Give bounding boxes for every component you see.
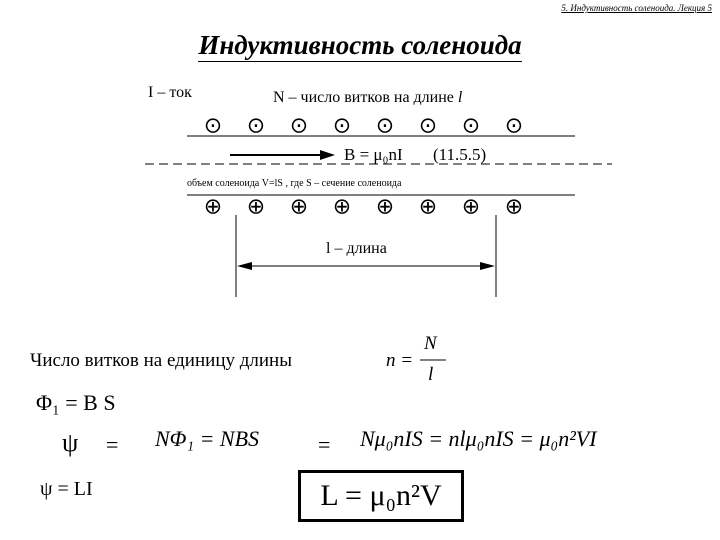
wire-in-icon: ⊕ — [418, 194, 438, 220]
n-denominator: l — [428, 364, 434, 385]
wire-in-icon: ⊕ — [375, 194, 395, 220]
wire-in-icon: ⊕ — [289, 194, 309, 220]
wire-out-icon: ⊙ — [246, 113, 266, 139]
psi-eq-sign-1: = — [106, 432, 119, 457]
field-arrow-head — [320, 150, 335, 160]
formula-number: (11.5.5) — [433, 145, 487, 164]
length-arrow-left — [237, 262, 252, 270]
wire-in-icon: ⊕ — [246, 194, 266, 220]
lecture-header: 5. Индуктивность соленоида. Лекция 5 — [561, 3, 712, 13]
wire-out-icon: ⊙ — [504, 113, 524, 139]
wires-out-of-page — [204, 114, 523, 139]
psi-middle-expression: NΦ₁ = NBS — [155, 426, 260, 451]
psi-symbol: ψ — [62, 428, 79, 457]
wire-out-icon: ⊙ — [289, 113, 309, 139]
turns-label-var: l — [457, 89, 463, 106]
field-formula: B = μ₀nI — [344, 145, 403, 164]
wire-out-icon: ⊙ — [203, 113, 223, 139]
turns-label-text: N – число витков на длине — [273, 89, 454, 106]
wire-out-icon: ⊙ — [375, 113, 395, 139]
inductance-result-box: L = μ₀n²V — [298, 470, 464, 522]
psi-right-expression: Nμ₀nIS = nlμ₀nIS = μ₀n²VI — [360, 426, 597, 451]
wires-into-page — [204, 195, 523, 220]
wire-out-icon: ⊙ — [418, 113, 438, 139]
page-title-text: Индуктивность соленоида — [198, 30, 522, 60]
psi-eq-sign-2: = — [318, 432, 331, 457]
n-numerator: N — [424, 333, 437, 354]
flux-one-equation: Φ₁ = B S — [36, 390, 116, 415]
wire-in-icon: ⊕ — [461, 194, 481, 220]
length-arrow-right — [480, 262, 495, 270]
turns-per-length-text: Число витков на единицу длины — [30, 350, 292, 371]
psi-li-equation: ψ = LI — [40, 478, 93, 500]
wire-in-icon: ⊕ — [203, 194, 223, 220]
n-lhs: n = — [386, 350, 414, 371]
current-label: I – ток — [148, 84, 192, 101]
length-label: l – длина — [326, 240, 387, 257]
wire-in-icon: ⊕ — [504, 194, 524, 220]
turns-label — [273, 89, 462, 107]
wire-out-icon: ⊙ — [332, 113, 352, 139]
wire-in-icon: ⊕ — [332, 194, 352, 220]
wire-out-icon: ⊙ — [461, 113, 481, 139]
volume-note: объем соленоида V=lS , где S – сечение соленоида — [187, 178, 402, 189]
